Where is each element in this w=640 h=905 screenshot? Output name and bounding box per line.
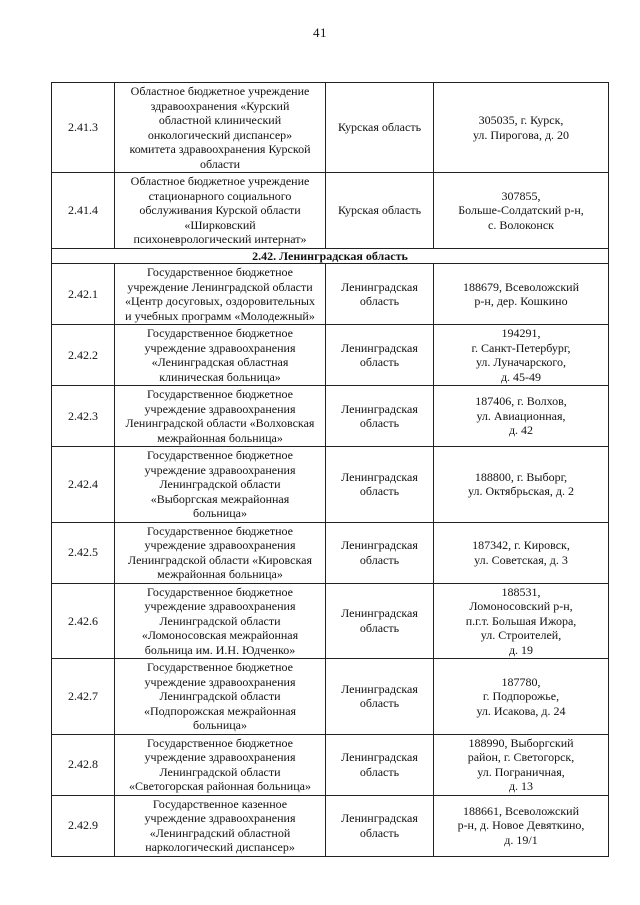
institution-name: Государственное бюджетное учреждение здравоохранения Ленинградской области «Ломоносовская межрайонная больница им. И.Н. Юдченко» [115, 583, 326, 659]
entry-number: 2.42.3 [52, 386, 115, 447]
institution-name: Государственное бюджетное учреждение здравоохранения Ленинградской области «Кировская межрайонная больница» [115, 522, 326, 583]
institution-address: 188679, Всеволожский р-н, дер. Кошкино [434, 264, 609, 325]
section-title: 2.42. Ленинградская область [52, 248, 609, 264]
table-row [52, 325, 609, 386]
entry-number: 2.42.4 [52, 447, 115, 523]
region-name: Ленинградская область [326, 522, 434, 583]
entry-number: 2.42.8 [52, 734, 115, 795]
institution-address: 305035, г. Курск, ул. Пирогова, д. 20 [434, 83, 609, 173]
institution-address: 307855, Больше-Солдатский р-н, с. Волоконск [434, 173, 609, 249]
entry-number: 2.42.1 [52, 264, 115, 325]
region-name: Ленинградская область [326, 795, 434, 856]
region-name: Ленинградская область [326, 325, 434, 386]
region-name: Ленинградская область [326, 386, 434, 447]
page-number: 41 [313, 25, 327, 40]
institution-name: Государственное казенное учреждение здравоохранения «Ленинградский областной наркологический диспансер» [115, 795, 326, 856]
table-row [52, 173, 609, 249]
table-row [52, 264, 609, 325]
institution-name: Государственное бюджетное учреждение здравоохранения Ленинградской области «Светогорская районная больница» [115, 734, 326, 795]
institutions-table [51, 82, 609, 857]
table-row [52, 795, 609, 856]
institution-name: Государственное бюджетное учреждение Ленинградской области «Центр досуговых, оздоровительных и учебных программ «Молодежный» [115, 264, 326, 325]
institution-address: 188990, Выборгский район, г. Светогорск, ул. Пограничная, д. 13 [434, 734, 609, 795]
institution-address: 188531, Ломоносовский р-н, п.г.т. Большая Ижора, ул. Строителей, д. 19 [434, 583, 609, 659]
institution-name: Государственное бюджетное учреждение здравоохранения «Ленинградская областная клиническая больница» [115, 325, 326, 386]
entry-number: 2.42.6 [52, 583, 115, 659]
institution-address: 188661, Всеволожский р-н, д. Новое Девяткино, д. 19/1 [434, 795, 609, 856]
table-row [52, 83, 609, 173]
institution-address: 187780, г. Подпорожье, ул. Исакова, д. 24 [434, 659, 609, 735]
section-row [52, 248, 609, 264]
institution-name: Государственное бюджетное учреждение здравоохранения Ленинградской области «Подпорожская межрайонная больница» [115, 659, 326, 735]
institution-name: Областное бюджетное учреждение здравоохранения «Курский областной клинический онкологический диспансер» комитета здравоохранения Курской области [115, 83, 326, 173]
region-name: Курская область [326, 173, 434, 249]
table-row [52, 447, 609, 523]
entry-number: 2.42.2 [52, 325, 115, 386]
entry-number: 2.41.4 [52, 173, 115, 249]
institution-address: 194291, г. Санкт-Петербург, ул. Луначарского, д. 45-49 [434, 325, 609, 386]
entry-number: 2.42.7 [52, 659, 115, 735]
region-name: Курская область [326, 83, 434, 173]
institution-name: Областное бюджетное учреждение стационарного социального обслуживания Курской области «Ширковский психоневрологический интернат» [115, 173, 326, 249]
region-name: Ленинградская область [326, 447, 434, 523]
institution-address: 187406, г. Волхов, ул. Авиационная, д. 42 [434, 386, 609, 447]
table-row [52, 583, 609, 659]
table-row [52, 386, 609, 447]
region-name: Ленинградская область [326, 264, 434, 325]
region-name: Ленинградская область [326, 734, 434, 795]
table-row [52, 659, 609, 735]
table-row [52, 734, 609, 795]
region-name: Ленинградская область [326, 583, 434, 659]
region-name: Ленинградская область [326, 659, 434, 735]
table-row [52, 522, 609, 583]
entry-number: 2.42.5 [52, 522, 115, 583]
institution-name: Государственное бюджетное учреждение здравоохранения Ленинградской области «Волховская межрайонная больница» [115, 386, 326, 447]
entry-number: 2.42.9 [52, 795, 115, 856]
institution-address: 188800, г. Выборг, ул. Октябрьская, д. 2 [434, 447, 609, 523]
entry-number: 2.41.3 [52, 83, 115, 173]
institution-address: 187342, г. Кировск, ул. Советская, д. 3 [434, 522, 609, 583]
institution-name: Государственное бюджетное учреждение здравоохранения Ленинградской области «Выборгская межрайонная больница» [115, 447, 326, 523]
